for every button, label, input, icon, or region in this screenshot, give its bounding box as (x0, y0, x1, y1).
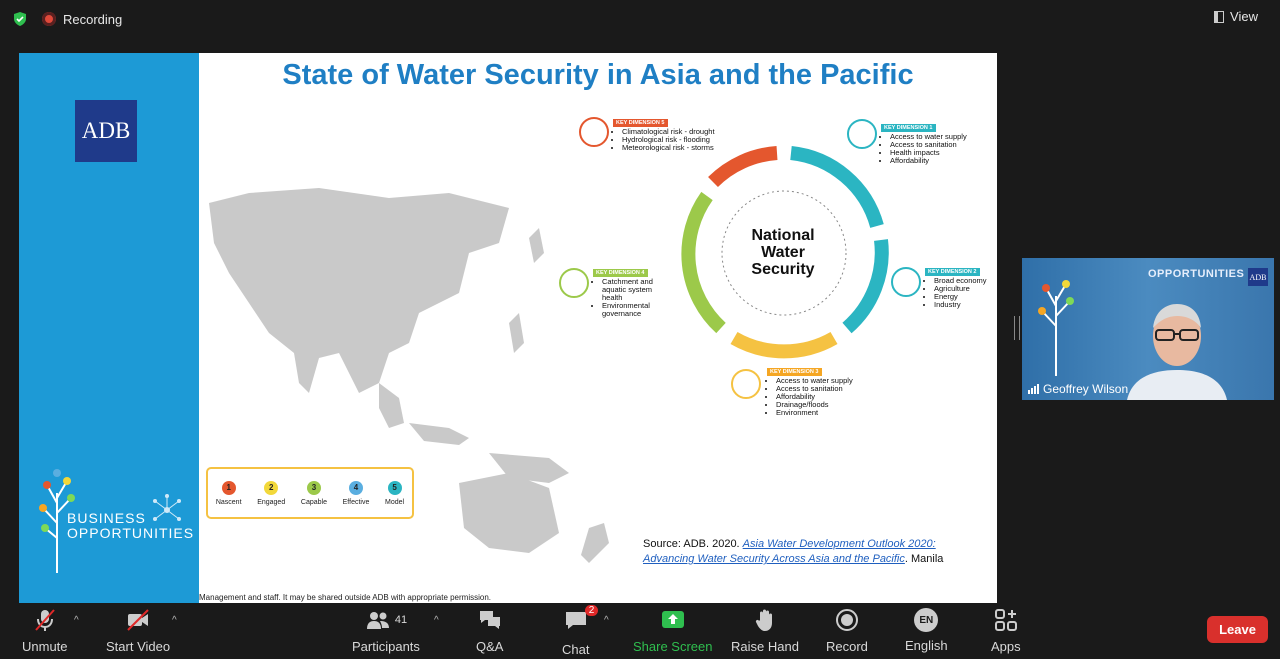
slide-side-panel (19, 53, 199, 603)
participants-button[interactable] (352, 607, 420, 654)
english-label: English (905, 638, 948, 653)
record-icon (834, 607, 860, 633)
source-citation (643, 537, 973, 567)
start-video-label: Start Video (106, 639, 171, 654)
share-screen-icon (660, 607, 686, 633)
key-dimension-4 (593, 268, 665, 318)
leave-button[interactable]: Leave (1207, 616, 1268, 643)
urban-icon (731, 369, 761, 399)
economy-icon (891, 267, 921, 297)
legend-label: Effective (342, 498, 370, 506)
kd5-tag: KEY DIMENSION 5 (613, 119, 668, 127)
key-dimension-3 (767, 367, 853, 417)
participant-name: Geoffrey Wilson (1043, 382, 1129, 396)
raise-hand-icon (752, 607, 778, 633)
recording-indicator[interactable] (42, 9, 122, 29)
national-water-security-label (733, 227, 833, 278)
legend-pin: 5 (388, 481, 402, 495)
kd2-item: • Energy (934, 293, 987, 301)
video-off-icon (125, 607, 151, 633)
unmute-button[interactable] (22, 607, 68, 654)
chat-button[interactable] (562, 605, 595, 657)
business-line2: OPPORTUNITIES (67, 525, 195, 541)
kd1-item: • Access to sanitation (890, 141, 967, 149)
share-screen-button[interactable] (633, 607, 713, 654)
kd3-item: • Access to water supply (776, 377, 853, 385)
kd1-tag: KEY DIMENSION 1 (881, 124, 936, 132)
legend-pin: 1 (222, 481, 236, 495)
maturity-legend (206, 467, 414, 519)
key-dimension-5 (613, 118, 715, 152)
video-banner-text: OPPORTUNITIES (1148, 268, 1245, 280)
business-line1: BUSINESS (67, 510, 146, 526)
view-label: View (1230, 9, 1258, 24)
chat-label: Chat (562, 642, 590, 657)
legend-label: Capable (300, 498, 327, 506)
legend-item-model (385, 481, 404, 506)
audio-options-caret[interactable]: ^ (74, 615, 79, 626)
source-prefix: Source: ADB. 2020. (643, 538, 743, 550)
participants-options-caret[interactable]: ^ (434, 615, 439, 626)
household-icon (847, 119, 877, 149)
center-line: National (751, 227, 815, 244)
legend-item-nascent (216, 481, 242, 506)
source-suffix: . Manila (904, 553, 944, 565)
slide-title: State of Water Security in Asia and the Pacific (282, 59, 914, 91)
legend-pin: 2 (264, 481, 278, 495)
view-button[interactable] (1214, 9, 1258, 24)
legend-label: Nascent (215, 498, 242, 506)
chat-options-caret[interactable]: ^ (604, 615, 609, 626)
video-options-caret[interactable]: ^ (172, 615, 177, 626)
meeting-toolbar (0, 603, 1280, 659)
legend-pin: 4 (349, 481, 363, 495)
recording-label: Recording (63, 11, 123, 27)
legend-item-engaged (257, 481, 285, 506)
kd3-item: • Drainage/floods (776, 401, 853, 409)
apps-label: Apps (991, 639, 1021, 654)
chat-icon-wrap (563, 605, 595, 636)
muted-mic-icon (32, 607, 58, 633)
participants-icon (365, 607, 391, 633)
kd2-tag: KEY DIMENSION 2 (925, 268, 980, 276)
environment-icon (559, 268, 589, 298)
qa-icon (477, 607, 503, 633)
legend-item-capable (301, 481, 327, 506)
legend-item-effective (343, 481, 370, 506)
slide-footnote: Management and staff. It may be shared outside ADB with appropriate permission. (199, 593, 492, 602)
kd5-item: • Meteorological risk - storms (622, 144, 715, 152)
participant-person (1122, 288, 1232, 400)
kd1-item: • Health impacts (890, 149, 967, 157)
language-button[interactable] (905, 607, 948, 653)
video-adb-logo: ADB (1248, 268, 1268, 286)
apps-icon (993, 607, 1019, 633)
legend-label: Engaged (257, 498, 286, 506)
tree-logo-icon (1036, 266, 1076, 376)
raise-hand-label: Raise Hand (731, 639, 799, 654)
disaster-icon (579, 117, 609, 147)
record-label: Record (826, 639, 868, 654)
kd4-tag: KEY DIMENSION 4 (593, 269, 648, 277)
qa-button[interactable] (476, 607, 503, 654)
view-layout-icon (1214, 11, 1224, 23)
share-screen-label: Share Screen (633, 639, 713, 654)
adb-logo: ADB (75, 100, 137, 162)
kd5-item: • Climatological risk - drought (622, 128, 715, 136)
kd2-item: • Industry (934, 301, 987, 309)
legend-label: Model (385, 498, 405, 506)
kd3-item: • Environment (776, 409, 853, 417)
key-dimension-2 (925, 267, 987, 309)
kd1-item: • Access to water supply (890, 133, 967, 141)
center-line: Water (761, 244, 805, 261)
participants-label: Participants (352, 639, 420, 654)
participants-count: 41 (394, 614, 408, 626)
chat-unread-badge: 2 (585, 605, 599, 616)
top-bar (0, 0, 1280, 40)
kd4-item: • Catchment and aquatic system health (602, 278, 665, 302)
shield-icon[interactable] (12, 11, 28, 27)
kd3-item: • Affordability (776, 393, 853, 401)
start-video-button[interactable] (106, 607, 170, 654)
kd3-tag: KEY DIMENSION 3 (767, 368, 822, 376)
language-icon: EN (914, 608, 938, 632)
qa-label: Q&A (476, 639, 504, 654)
record-button[interactable] (826, 607, 868, 654)
participants-icon-group (365, 607, 407, 633)
signal-strength-icon (1028, 384, 1039, 394)
kd1-item: • Affordability (890, 157, 967, 165)
legend-pin: 3 (307, 481, 321, 495)
unmute-label: Unmute (22, 639, 68, 654)
network-dots-icon (149, 493, 185, 527)
raise-hand-button[interactable] (731, 607, 799, 654)
kd3-item: • Access to sanitation (776, 385, 853, 393)
apps-button[interactable] (991, 607, 1021, 654)
kd2-item: • Agriculture (934, 285, 987, 293)
kd4-item: • Environmental governance (602, 302, 665, 318)
participant-name-tag (1028, 382, 1128, 396)
key-dimension-1 (881, 123, 967, 165)
kd2-item: • Broad economy (934, 277, 987, 285)
shared-screen (19, 53, 997, 603)
participant-video-tile[interactable] (1022, 258, 1274, 400)
panel-resize-handle[interactable] (1014, 316, 1020, 340)
kd5-item: • Hydrological risk - flooding (622, 136, 715, 144)
source-link[interactable]: Asia Water Development Outlook 2020: Advancing Water Security Across Asia and the Pacific (643, 538, 936, 565)
record-dot-icon (42, 12, 56, 26)
center-line: Security (751, 261, 815, 278)
